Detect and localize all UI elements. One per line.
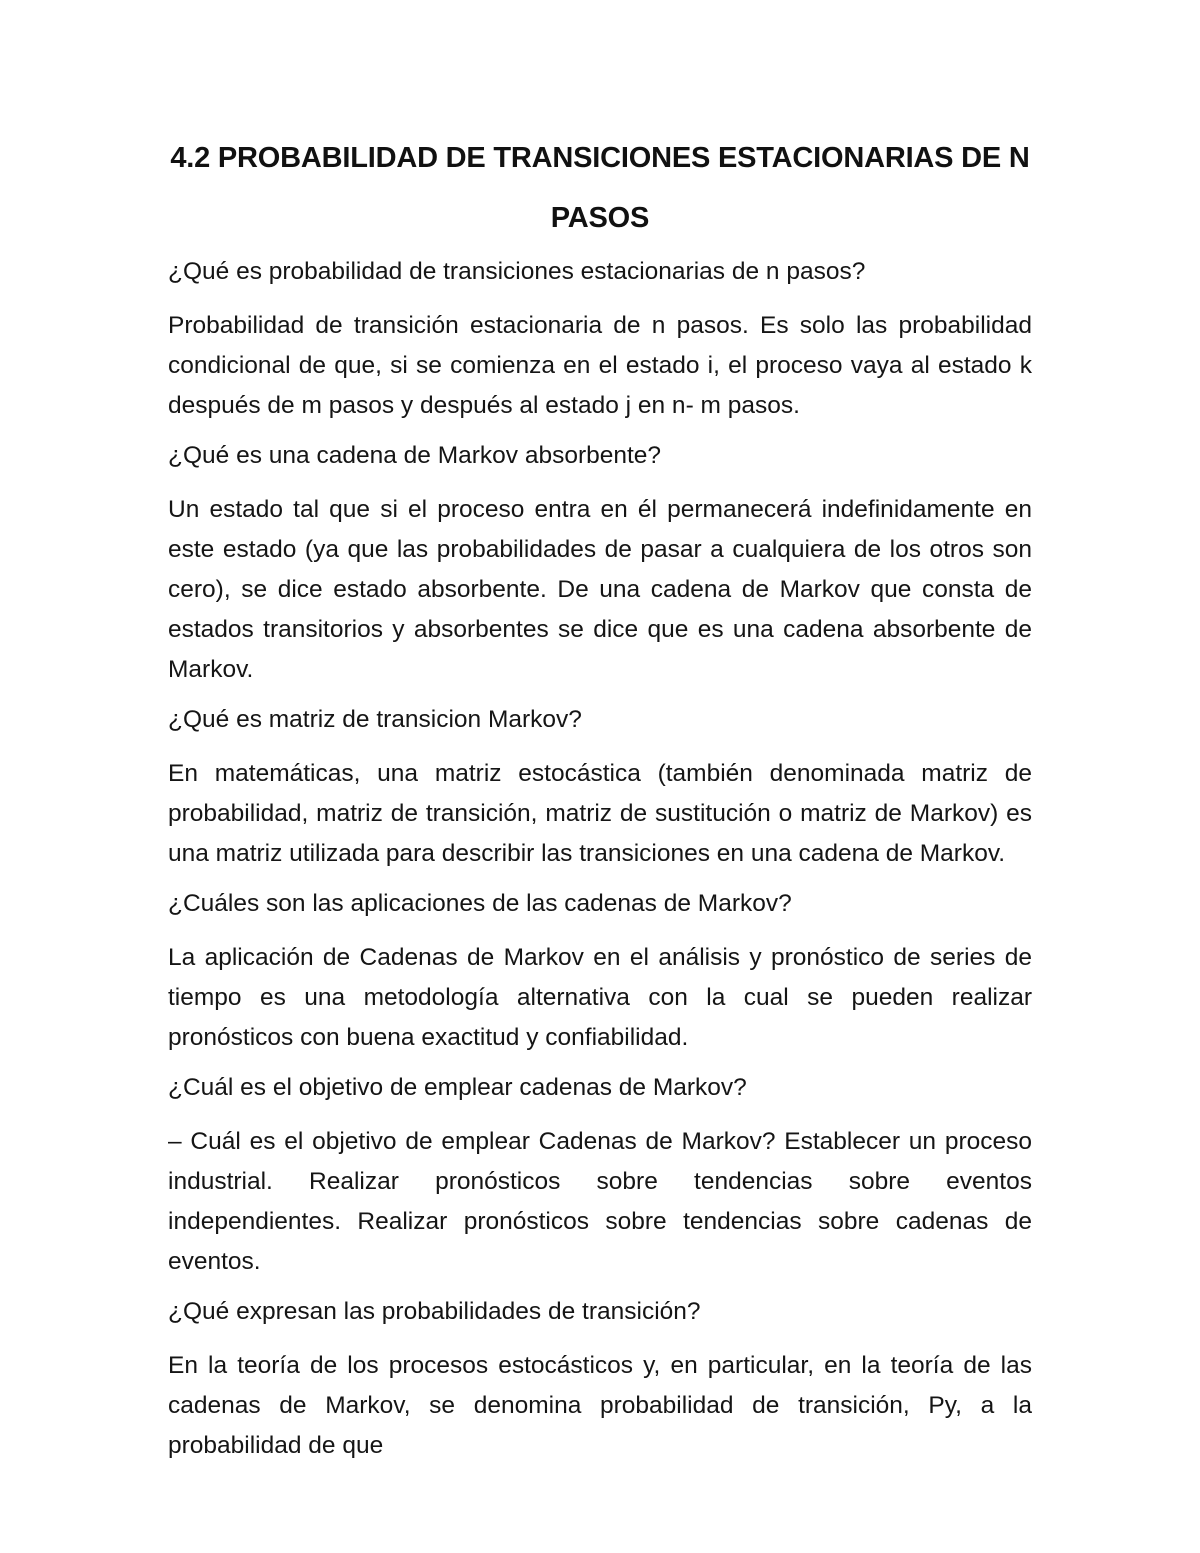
answer-2: Un estado tal que si el proceso entra en él permanecerá indefinidamente en este estado (ya que las probabilidades de pasar a cualquiera de los otros son cero), se dice estado absorbente. De una cadena de Markov que consta de estados transitorios y absorbentes se dice que es una cadena absorbente de Markov. <box>168 496 1032 683</box>
document-page <box>168 128 1032 1474</box>
answer-1: Probabilidad de transición estacionaria de n pasos. Es solo las probabilidad condicional de que, si se comienza en el estado i, el proceso vaya al estado k después de m pasos y después al estado j en n- m pasos. <box>168 312 1032 419</box>
answer-4: La aplicación de Cadenas de Markov en el análisis y pronóstico de series de tiempo es una metodología alternativa con la cual se pueden realizar pronósticos con buena exactitud y confiabilidad. <box>168 944 1032 1051</box>
question-4: ¿Cuáles son las aplicaciones de las cadenas de Markov? <box>168 890 792 917</box>
answer-5: – Cuál es el objetivo de emplear Cadenas de Markov? Establecer un proceso industrial. Realizar pronósticos sobre tendencias sobre eventos independientes. Realizar pronósticos sobre tendencias sobre cadenas de eventos. <box>168 1128 1032 1275</box>
question-3: ¿Qué es matriz de transicion Markov? <box>168 706 582 733</box>
question-6: ¿Qué expresan las probabilidades de transición? <box>168 1298 701 1325</box>
answer-6: En la teoría de los procesos estocásticos y, en particular, en la teoría de las cadenas de Markov, se denomina probabilidad de transición, Py, a la probabilidad de que <box>168 1352 1032 1459</box>
page-title <box>168 128 1032 248</box>
question-1: ¿Qué es probabilidad de transiciones estacionarias de n pasos? <box>168 258 866 285</box>
answer-3: En matemáticas, una matriz estocástica (también denominada matriz de probabilidad, matriz de transición, matriz de sustitución o matriz de Markov) es una matriz utilizada para describir las transiciones en una cadena de Markov. <box>168 760 1032 867</box>
question-2: ¿Qué es una cadena de Markov absorbente? <box>168 442 662 469</box>
title-line-1: 4.2 PROBABILIDAD DE TRANSICIONES ESTACIONARIAS DE N <box>170 142 1030 174</box>
question-5: ¿Cuál es el objetivo de emplear cadenas de Markov? <box>168 1074 747 1101</box>
title-line-2: PASOS <box>550 202 650 234</box>
